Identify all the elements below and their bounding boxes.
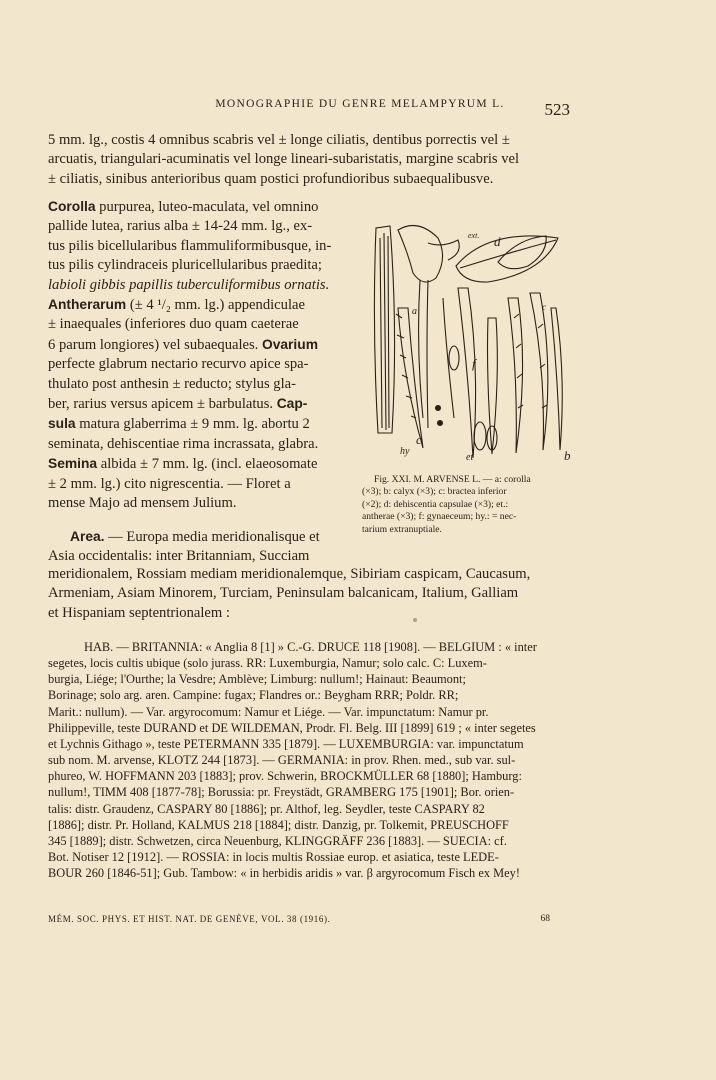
- area-line: Armeniam, Asiam Minorem, Turciam, Peninsulam balcanicam, Italium, Galliam: [48, 585, 519, 602]
- description-column: [48, 197, 346, 514]
- description-line: mense Majo ad mensem Julium.: [48, 495, 237, 512]
- description-line: ± inaequales (inferiores duo quam caeterae: [48, 316, 299, 333]
- habitat-line: Borinage; solo arg. aren. Campine: fugax; Flandres or.: Beygham RRR; Poldr. RR;: [48, 688, 459, 703]
- habitat-paragraph: [48, 639, 572, 881]
- habitat-line: sub nom. M. arvense, KLOTZ 244 [1873]. — GERMANIA: in prov. Rhen. med., sub var. sul-: [48, 753, 516, 768]
- corolla-text: purpurea, luteo-maculata, vel omnino: [95, 199, 319, 215]
- habitat-line: Bot. Notiser 12 [1912]. — ROSSIA: in locis multis Rossiae europ. et asiatica, teste LEDE-: [48, 850, 499, 865]
- description-line: pallide lutea, rarius alba ± 14-24 mm. lg., ex-: [48, 218, 313, 235]
- habitat-line: burgia, Liége; l'Ourthe; la Vesdre; Amblève; Limburg: nullum!; Hainaut: Beaumont;: [48, 672, 466, 687]
- habitat-line: et Lychnis Githago », teste PETERMANN 335 [1879]. — LUXEMBURGIA: var. impunctatum: [48, 736, 524, 751]
- bract-drawing: [398, 308, 423, 448]
- ovarium-text-end: ber, rarius versus apicem ± barbulatus.: [48, 396, 277, 413]
- intro-line: ± ciliatis, sinibus anterioribus quam postici profundioribus subaequalibusve.: [48, 170, 494, 187]
- caption-line: tarium extranuptiale.: [362, 523, 442, 535]
- journal-footer: MÉM. SOC. PHYS. ET HIST. NAT. DE GENÈVE, VOL. 38 (1916).: [48, 914, 331, 924]
- antherae-line-1: [48, 295, 346, 315]
- botanical-figure: [368, 218, 572, 470]
- semina-line-1: [48, 454, 346, 474]
- signature-mark: 68: [540, 914, 550, 924]
- caption-line: Fig. XXI. M. ARVENSE L. — a: corolla: [374, 474, 531, 485]
- habitat-line: Philippeville, teste DURAND et DE WILDEMAN, Prodr. Fl. Belg. III [1899] 619 ; « inter segetes: [48, 720, 536, 735]
- description-line: perfecte glabrum nectario recurvo apice spa-: [48, 356, 309, 373]
- description-line: seminata, dehiscentiae rima incrassata, glabra.: [48, 435, 319, 452]
- intro-line: arcuatis, triangulari-acuminatis vel longe lineari-subaristatis, margine scabris vel: [48, 151, 520, 168]
- area-continuation: [48, 565, 572, 623]
- gynaeceum-drawing: [419, 280, 428, 428]
- capsula-line-1: [48, 394, 346, 414]
- area-line: et Hispaniam septentrionalem :: [48, 604, 230, 621]
- caption-line: antherae (×3); f: gynaeceum; hy.: = nec-: [362, 511, 517, 523]
- semina-heading: Semina: [48, 456, 98, 472]
- capsula-text: matura glaberrima ± 9 mm. lg. abortu 2: [75, 416, 310, 433]
- running-title: MONOGRAPHIE DU GENRE MELAMPYRUM L.: [215, 98, 505, 110]
- page-number: 523: [544, 100, 570, 119]
- description-line: ± 2 mm. lg.) cito nigrescentia. — Floret a: [48, 475, 291, 492]
- caption-line: (×2); d: dehiscentia capsulae (×3); et.:: [362, 498, 509, 510]
- ovarium-line-1: [48, 335, 346, 355]
- capsula-heading-cont: sula: [48, 416, 76, 432]
- habitat-line: Marit.: nullum). — Var. argyrocomum: Namur et Liége. — Var. impunctatum: Namur pr.: [48, 704, 489, 719]
- area-heading: Area.: [70, 529, 105, 544]
- corolla-heading: Corolla: [48, 199, 96, 214]
- habitat-line: segetes, locis cultis ubique (solo jurass. RR: Luxemburgia, Namur; solo calc. C: Luxem-: [48, 656, 487, 671]
- antherae-text-end: 6 parum longiores) vel subaequales.: [48, 336, 262, 353]
- caption-line: (×3); b: calyx (×3); c: bractea inferior: [362, 486, 507, 498]
- area-paragraph: [48, 527, 348, 567]
- intro-line: 5 mm. lg., costis 4 omnibus scabris vel ± longe ciliatis, dentibus porrectis vel ±: [48, 132, 510, 148]
- ovarium-heading: Ovarium: [261, 336, 318, 352]
- area-line-1: [48, 527, 348, 547]
- habitat-line: BOUR 260 [1846-51]; Gub. Tambow: « in herbidis aridis » var. β argyrocomum Fisch ex Mey!: [48, 866, 520, 881]
- description-line: thulato post anthesin ± reducto; stylus gla-: [48, 375, 296, 392]
- corolla-drawing: [398, 226, 443, 283]
- area-text: — Europa media meridionalisque et: [104, 529, 320, 545]
- figure-label-ext: ext.: [468, 231, 480, 240]
- figure-label-et: et: [466, 452, 474, 463]
- area-line: Asia occidentalis: inter Britanniam, Succiam: [48, 548, 310, 565]
- figure-label-c2: c: [542, 302, 546, 312]
- figure-label-f: f: [472, 356, 476, 371]
- figure-caption: [362, 474, 574, 536]
- figure-label-c: c: [416, 432, 422, 447]
- capsula-line-2: [48, 414, 346, 434]
- habitat-line: nullum!, TIMM 408 [1877-78]; Borussia: pr. Freystädt, GRAMBERG 175 [1901]; Bor. orien-: [48, 785, 515, 800]
- habitat-line: HAB. — BRITANNIA: « Anglia 8 [1] » C.-G. DRUCE 118 [1908]. — BELGIUM : « inter: [84, 640, 537, 654]
- semina-text: albida ± 7 mm. lg. (incl. elaeosomate: [97, 456, 318, 473]
- capsule-drawing: [456, 236, 558, 282]
- habitat-line: phureo, W. HOFFMANN 203 [1883]; prov. Schwerin, BROCKMÜLLER 68 [1880]; Hamburg:: [48, 769, 522, 784]
- figure-label-a: a: [412, 306, 417, 317]
- corolla-line-1: [48, 197, 346, 217]
- paper-blemish: [413, 618, 417, 622]
- capsula-heading: Cap-: [276, 396, 308, 412]
- intro-paragraph: [48, 131, 572, 189]
- description-line: tus pilis bicellularibus flammuliformibusque, in-: [48, 237, 332, 254]
- habitat-line: talis: distr. Graudenz, CASPARY 80 [1886]; pr. Althof, leg. Seydler, teste CASPARY 82: [48, 801, 485, 816]
- antherae-heading: Antherarum: [48, 297, 127, 313]
- habitat-line: [1886]; distr. Pr. Holland, KALMUS 218 [1884]; distr. Danzig, pr. Tolkemit, PREUSCHOFF: [48, 817, 509, 832]
- description-line: labioli gibbis papillis tuberculiformibus ornatis.: [48, 276, 330, 293]
- description-line: tus pilis cylindraceis pluricellularibus praedita;: [48, 257, 322, 274]
- habitat-line: 345 [1889]; distr. Schwetzen, circa Neuenburg, KLINGGRÄFF 236 [1883]. — SUECIA: cf.: [48, 833, 507, 848]
- figure-label-hy: hy: [400, 446, 410, 457]
- figure-label-b: b: [564, 448, 571, 463]
- area-line: meridionalem, Rossiam mediam meridionalemque, Sibiriam caspicam, Caucasum,: [48, 566, 531, 582]
- antherae-text: (± 4 ¹/₂ mm. lg.) appendiculae: [126, 297, 305, 314]
- figure-label-d: d: [494, 234, 501, 249]
